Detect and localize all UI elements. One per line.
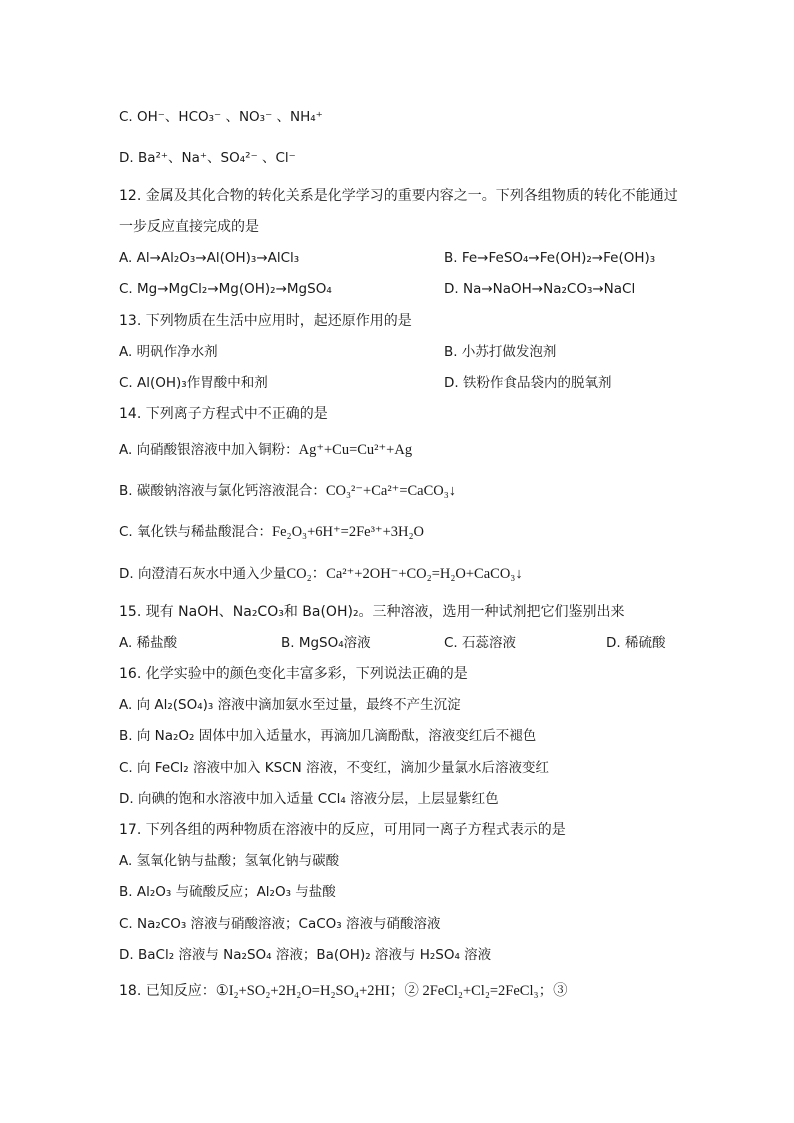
- q14-option-b-equation: CO₃²⁻+Ca²⁺=CaCO₃↓: [325, 483, 457, 499]
- q17-option-a: A. 氢氧化钠与盐酸；氢氧化钠与碳酸: [119, 853, 340, 869]
- q18-stem-text: 18. 已知反应：: [119, 983, 216, 999]
- q14-stem: 14. 下列离子方程式中不正确的是: [119, 406, 328, 422]
- q15-option-b: B. MgSO₄溶液: [281, 635, 371, 651]
- q12-option-a: A. Al→Al₂O₃→Al(OH)₃→AlCl₃: [119, 250, 300, 266]
- q15-stem: 15. 现有 NaOH、Na₂CO₃和 Ba(OH)₂。三种溶液，选用一种试剂把它们鉴别出来: [119, 604, 625, 620]
- q17-option-c: C. Na₂CO₃ 溶液与硝酸溶液；CaCO₃ 溶液与硝酸溶液: [119, 916, 441, 932]
- prev-option-d: D. Ba²⁺、Na⁺、SO₄²⁻ 、Cl⁻: [119, 150, 296, 166]
- q13-stem: 13. 下列物质在生活中应用时，起还原作用的是: [119, 313, 412, 329]
- q13-option-b: B. 小苏打做发泡剂: [444, 344, 557, 360]
- q14-option-b: [119, 482, 456, 500]
- q13-option-d: D. 铁粉作食品袋内的脱氧剂: [444, 375, 612, 391]
- q15-option-c: C. 石蕊溶液: [444, 635, 517, 651]
- q12-option-c: C. Mg→MgCl₂→Mg(OH)₂→MgSO₄: [119, 281, 332, 297]
- q14-option-d-label: D. 向澄清石灰水中通入少量: [119, 566, 287, 582]
- prev-option-c: C. OH⁻、HCO₃⁻ 、NO₃⁻ 、NH₄⁺: [119, 109, 323, 125]
- q14-option-d-equation: CO₂：Ca²⁺+2OH⁻+CO₂=H₂O+CaCO₃↓: [286, 566, 523, 582]
- q16-stem: 16. 化学实验中的颜色变化丰富多彩，下列说法正确的是: [119, 666, 468, 682]
- q14-option-a: [119, 441, 412, 459]
- q16-option-b: B. 向 Na₂O₂ 固体中加入适量水，再滴加几滴酚酞，溶液变红后不褪色: [119, 728, 537, 744]
- q18-equation: ①I₂+SO₂+2H₂O=H₂SO₄+2HI；② 2FeCl₂+Cl₂=2FeCl₃；③: [215, 983, 568, 999]
- q18-stem: [119, 982, 568, 1000]
- q13-option-a: A. 明矾作净水剂: [119, 344, 218, 360]
- q17-option-b: B. Al₂O₃ 与硫酸反应；Al₂O₃ 与盐酸: [119, 884, 336, 900]
- q16-option-c: C. 向 FeCl₂ 溶液中加入 KSCN 溶液，不变红，滴加少量氯水后溶液变红: [119, 760, 550, 776]
- q14-option-a-equation: Ag⁺+Cu=Cu²⁺+Ag: [298, 442, 413, 458]
- q16-option-d: D. 向碘的饱和水溶液中加入适量 CCl₄ 溶液分层，上层显紫红色: [119, 791, 499, 807]
- q14-option-d: [119, 565, 523, 583]
- q12-option-b: B. Fe→FeSO₄→Fe(OH)₂→Fe(OH)₃: [444, 250, 656, 266]
- q15-option-a: A. 稀盐酸: [119, 635, 178, 651]
- q15-option-d: D. 稀硫酸: [606, 635, 666, 651]
- q17-option-d: D. BaCl₂ 溶液与 Na₂SO₄ 溶液；Ba(OH)₂ 溶液与 H₂SO₄ 溶液: [119, 947, 492, 963]
- q12-option-d: D. Na→NaOH→Na₂CO₃→NaCl: [444, 281, 636, 297]
- q14-option-b-label: B. 碳酸钠溶液与氯化钙溶液混合：: [119, 483, 326, 499]
- q14-option-c-label: C. 氧化铁与稀盐酸混合：: [119, 524, 273, 540]
- q12-stem-line2: 一步反应直接完成的是: [119, 219, 259, 235]
- q12-stem-line1: 12. 金属及其化合物的转化关系是化学学习的重要内容之一。下列各组物质的转化不能通过: [119, 188, 678, 204]
- q17-stem: 17. 下列各组的两种物质在溶液中的反应，可用同一离子方程式表示的是: [119, 822, 566, 838]
- q16-option-a: A. 向 Al₂(SO₄)₃ 溶液中滴加氨水至过量，最终不产生沉淀: [119, 697, 461, 713]
- q13-option-c: C. Al(OH)₃作胃酸中和剂: [119, 375, 268, 391]
- q14-option-c-equation: Fe₂O₃+6H⁺=2Fe³⁺+3H₂O: [272, 524, 425, 540]
- q14-option-c: [119, 523, 424, 541]
- q14-option-a-label: A. 向硝酸银溶液中加入铜粉：: [119, 442, 299, 458]
